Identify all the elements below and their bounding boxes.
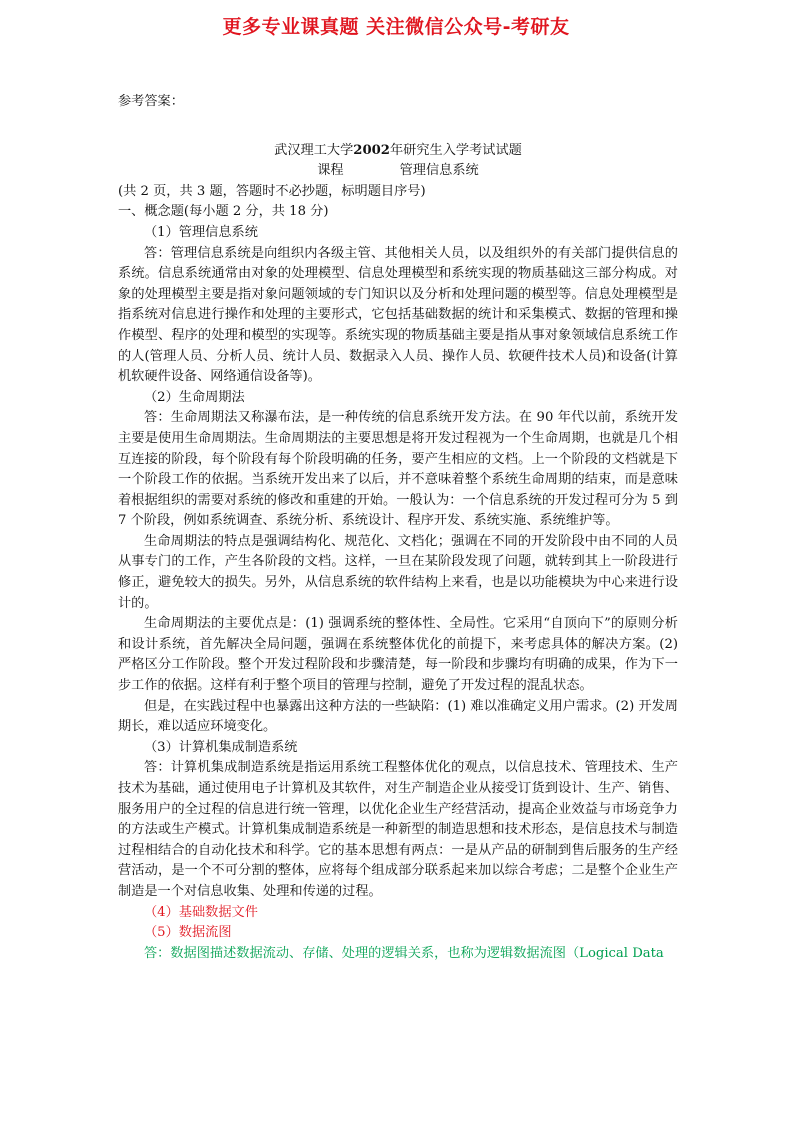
exam-instructions: (共 2 页，共 3 题，答题时不必抄题，标明题目序号) bbox=[118, 183, 426, 199]
q2-answer-p1: 答：生命周期法又称瀑布法，是一种传统的信息系统开发方法。在 90 年代以前，系统开发主要是使用生命周期法。生命周期法的主要思想是将开发过程视为一个生命周期，也就是几个相互连接的阶段，每个阶段有每个阶段明确的任务，要产生相应的文档。上一个阶段的文档就是下一个阶段工作的依据。当系统开发出来了以后，并不意味着整个系统生命周期的结束，而是意味着根据组织的需要对系统的修改和重建的开始。一般认为：一个信息系统的开发过程可分为 5 到 7 个阶段，例如系统调查、系统分析、系统设计、程序开发、系统实施、系统维护等。 bbox=[118, 410, 678, 529]
q3-answer: 答：计算机集成制造系统是指运用系统工程整体优化的观点，以信息技术、管理技术、生产技术为基础，通过使用电子计算机及其软件，对生产制造企业从接受订货到设计、生产、销售、服务用户的全过程的信息进行统一管理，以优化企业生产经营活动，提高企业效益与市场竞争力的方法或生产模式。计算机集成制造系统是一种新型的制造思想和技术形态，是信息技术与制造过程相结合的自动化技术和科学。它的基本思想有两点：一是从产品的研制到售后服务的生产经营活动，是一个不可分割的整体，应将每个组成部分联系起来加以综合考虑；二是整个企业生产制造是一个对信息收集、处理和传递的过程。 bbox=[118, 760, 678, 899]
exam-title bbox=[118, 141, 678, 162]
q1-title: （1）管理信息系统 bbox=[144, 224, 258, 240]
q5-title: （5）数据流图 bbox=[144, 925, 232, 941]
section-heading: 一、概念题(每小题 2 分，共 18 分) bbox=[118, 204, 329, 220]
course-line bbox=[118, 161, 678, 182]
course-label: 课程 bbox=[317, 163, 344, 179]
q2-answer-p3: 生命周期法的主要优点是：(1) 强调系统的整体性、全局性。它采用“自顶向下”的原则分析和设计系统，首先解决全局问题，强调在系统整体优化的前提下，来考虑具体的解决方案。(2) 严格区分工作阶段。整个开发过程阶段和步骤清楚，每一阶段和步骤均有明确的成果，作为下一步工作的依据。这样有利于整个项目的管理与控制，避免了开发过程的混乱状态。 bbox=[118, 616, 678, 694]
q4-title: （4）基础数据文件 bbox=[144, 904, 258, 920]
exam-year: 2002 bbox=[353, 142, 390, 158]
q2-title: （2）生命周期法 bbox=[144, 389, 245, 405]
q2-answer-p2: 生命周期法的特点是强调结构化、规范化、文档化；强调在不同的开发阶段中由不同的人员从事专门的工作，产生各阶段的文档。这样，一旦在某阶段发现了问题，就转到其上一阶段进行修正，避免较大的损失。另外，从信息系统的软件结构上来看，也是以功能模块为中心来进行设计的。 bbox=[118, 533, 678, 611]
q1-answer: 答：管理信息系统是向组织内各级主管、其他相关人员，以及组织外的有关部门提供信息的系统。信息系统通常由对象的处理模型、信息处理模型和系统实现的物质基础这三部分构成。对象的处理模型主要是指对象问题领域的专门知识以及分析和处理问题的模型等。信息处理模型是指系统对信息进行操作和处理的主要形式，它包括基础数据的统计和采集模式、数据的管理和操作模型、程序的处理和模型的实现等。系统实现的物质基础主要是指从事对象领域信息系统工作的人(管理人员、分析人员、统计人员、数据录入人员、操作人员、软硬件技术人员)和设备(计算机软硬件设备、网络通信设备等)。 bbox=[118, 245, 678, 385]
promo-banner: 更多专业课真题 关注微信公众号-考研友 bbox=[222, 16, 570, 38]
q5-answer: 答：数据图描述数据流动、存储、处理的逻辑关系，也称为逻辑数据流图（Logical Data bbox=[144, 945, 664, 961]
reference-answer-label: 参考答案： bbox=[118, 94, 184, 109]
q2-answer-p4: 但是，在实践过程中也暴露出这种方法的一些缺陷：(1) 难以准确定义用户需求。(2) 开发周期长，难以适应环境变化。 bbox=[118, 698, 678, 735]
document-body bbox=[118, 92, 678, 964]
exam-title-suffix: 年研究生入学考试试题 bbox=[389, 142, 522, 158]
exam-title-prefix: 武汉理工大学 bbox=[274, 142, 354, 158]
course-name: 管理信息系统 bbox=[399, 163, 479, 179]
q3-title: （3）计算机集成制造系统 bbox=[144, 739, 298, 755]
